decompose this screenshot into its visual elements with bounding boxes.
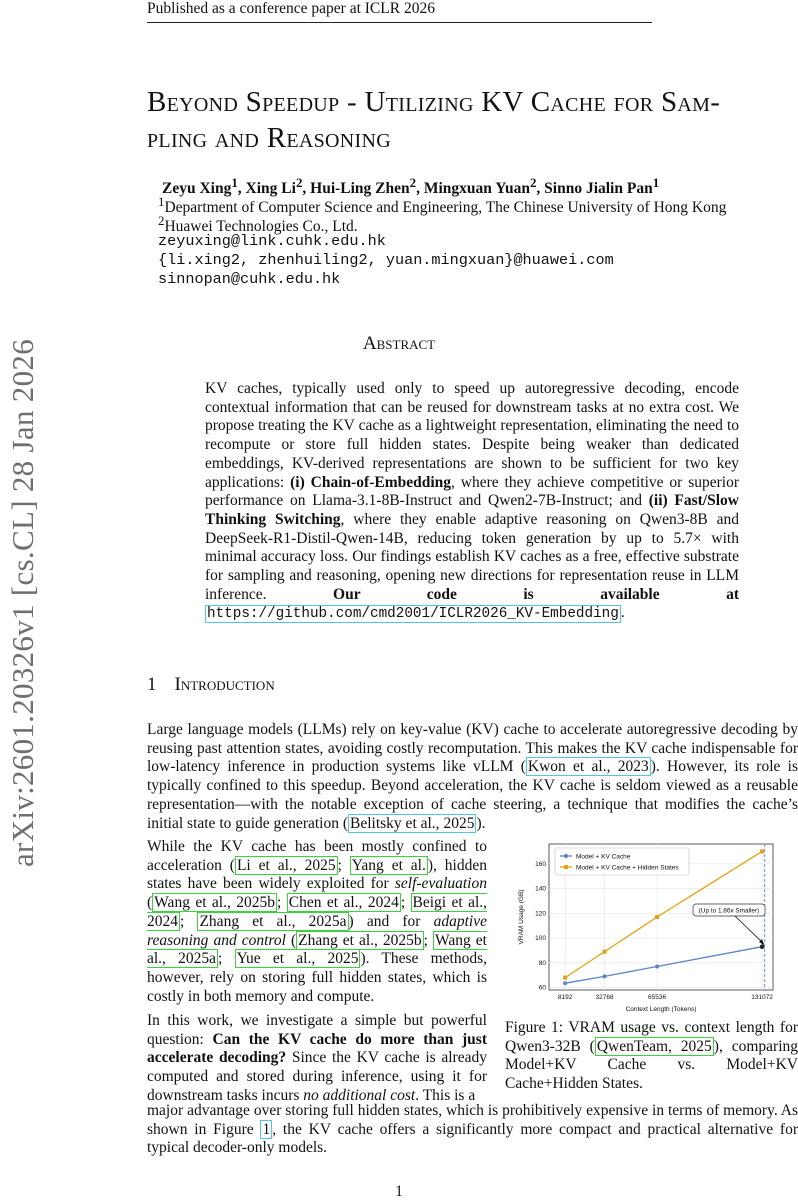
citation-year: 2024 <box>147 912 178 930</box>
chart-y-ticks <box>535 861 546 992</box>
citation-year: 2025 <box>443 814 475 832</box>
citation-link[interactable] <box>287 893 401 912</box>
abstract-text: . <box>620 604 625 622</box>
figure-ref-link[interactable]: 1 <box>262 1120 271 1138</box>
chart-x-axis-label: Context Length (Tokens) <box>625 1006 697 1013</box>
email-2: {li.xing2, zhenhuiling2, yuan.mingxuan}@huawei.com <box>158 251 614 269</box>
y-tick-label: 160 <box>535 860 546 868</box>
page-number: 1 <box>395 1183 403 1200</box>
author-sup: 2 <box>409 175 417 190</box>
arxiv-stamp-text: arXiv:2601.20326v1 [cs.CL] 28 Jan 2026 <box>5 338 40 868</box>
figure-1-chart <box>505 838 795 1013</box>
caption-text: ), comparing Model+KV Cache vs. Model+KV Cache+Hidden States. <box>505 1037 798 1093</box>
citation-link[interactable] <box>348 814 476 833</box>
author-sup: 2 <box>295 175 303 190</box>
citation-link[interactable] <box>526 757 651 776</box>
affiliation-text: Department of Computer Science and Engineering, The Chinese University of Hong Kong <box>164 199 727 217</box>
body-text: ). However, its role is typically confined to this speedup. Beyond acceleration, the KV cache is seldom viewed as a reusable representation—with the notable exception of cache steering, a technique that modifies the cache’s initial state to guide generation ( <box>147 758 798 832</box>
affiliation-sup: 1 <box>158 194 165 209</box>
body-text: In this work, we investigate a simple but powerful question: <box>147 1012 487 1048</box>
citation-link[interactable] <box>296 931 424 950</box>
x-tick-label: 32768 <box>595 994 614 1001</box>
separator: ; <box>423 931 434 949</box>
paper-title <box>147 84 797 156</box>
running-header: Published as a conference paper at ICLR 2026 <box>147 0 435 17</box>
data-point-hidden-2 <box>655 915 659 919</box>
citation-author: Wang et al., <box>147 931 487 968</box>
citation-year: 2024 <box>367 894 399 912</box>
legend-marker-hidden <box>564 865 568 869</box>
body-text: major advantage over storing full hidden states, which is prohibitively expensive in terms of memory. As shown in Figure <box>147 1102 798 1138</box>
abstract-bold: (i) Chain-of-Embedding <box>290 473 452 491</box>
legend-marker-kv <box>564 854 568 858</box>
email-1: zeyuxing@link.cuhk.edu.hk <box>158 232 386 250</box>
body-text: , the KV cache offers a significantly more compact and practical alternative for typical decoder-only models. <box>147 1120 798 1157</box>
body-text: ( <box>285 931 297 949</box>
abstract-text: KV caches, typically used only to speed up autoregressive decoding, encode contextual information that can be reused for downstream tasks at no extra cost. We propose treating the KV cache as a lightweight representation, eliminating the need to recompute or store full hidden states. Despite being weaker than dedicated embeddings, KV-derived representations are shown to be sufficient for two key applications: <box>205 380 739 491</box>
citation-year: 2025b <box>236 894 276 912</box>
x-tick-label: 8192 <box>557 994 573 1001</box>
author-sup: 1 <box>652 175 660 190</box>
data-point-kv-0 <box>563 981 567 985</box>
section-title: Introduction <box>174 674 275 695</box>
citation-author: Wang et al., <box>154 894 231 912</box>
intro-paragraph-3 <box>147 1012 487 1106</box>
data-point-hidden-0 <box>563 976 567 980</box>
citation-author: Chen et al., <box>288 894 363 912</box>
citation-author: Yue et al., <box>236 950 316 968</box>
author: Zeyu Xing <box>162 180 232 198</box>
separator: ; <box>180 912 198 930</box>
citation-link[interactable] <box>595 1037 714 1056</box>
data-point-kv-2 <box>655 964 659 968</box>
data-point-kv-1 <box>603 974 607 978</box>
bold-question: Can the KV cache do more than just accelerate decoding? <box>147 1030 487 1067</box>
data-point-hidden-3 <box>760 849 764 853</box>
citation-year: 2023 <box>617 758 649 776</box>
chart-x-ticks <box>558 994 773 1001</box>
y-tick-label: 140 <box>535 885 546 893</box>
author: Mingxuan Yuan <box>423 180 530 198</box>
body-text: . This is a <box>415 1086 476 1104</box>
y-tick-label: 80 <box>538 959 546 967</box>
citation-author: Belitsky et al., <box>350 814 440 832</box>
author-sup: 1 <box>231 175 238 190</box>
abstract-text: , where they achieve competitive or superior performance on Llama-3.1-8B-Instruct and Qwen2-7B-Instruct; and <box>205 473 740 510</box>
citation-year: 2025 <box>327 950 359 968</box>
title-line-2: pling and Reasoning <box>147 122 391 154</box>
italic-text: self-evaluation <box>394 875 487 893</box>
citation-link[interactable] <box>197 912 348 931</box>
vram-chart-svg <box>505 838 795 1013</box>
series-line-0 <box>565 947 762 984</box>
author: Hui-Ling Zhen <box>310 180 410 198</box>
author-list: Zeyu Xing$^1$, Xing Li$^2$, Hui-Ling Zhen$^2$, Mingxuan Yuan$^2$, Sinno Jialin Pan$^1$ <box>162 175 660 198</box>
citation-author: Beigi et al., <box>412 894 488 912</box>
annotated-point <box>760 944 765 949</box>
citation-author: QwenTeam, <box>596 1037 672 1055</box>
abstract-heading: Abstract <box>362 333 436 354</box>
intro-paragraph-2 <box>147 838 487 1006</box>
intro-paragraph-1 <box>147 721 798 833</box>
arxiv-stamp <box>0 318 46 888</box>
y-tick-label: 120 <box>535 910 546 918</box>
email-3: sinnopan@cuhk.edu.hk <box>158 270 341 288</box>
y-tick-label: 100 <box>535 935 546 943</box>
italic-text: no additional cost <box>303 1086 416 1104</box>
body-text: Large language models (LLMs) rely on key-value (KV) cache to accelerate autoregressive decoding by reusing past attention states, avoiding costly recomputation. This makes the KV cache indispensable for low-latency inference in production systems like vLLM ( <box>147 721 798 776</box>
intro-paragraph-4 <box>147 1102 798 1158</box>
section-heading <box>147 674 275 696</box>
citation-author: Li et al., <box>236 856 297 874</box>
legend-label-hidden: Model + KV Cache + Hidden States <box>576 864 679 872</box>
chart-y-axis-label: VRAM Usage (GB) <box>518 889 525 945</box>
citation-year: 2025 <box>304 856 336 874</box>
separator: ; <box>337 856 350 874</box>
citation-year: 2025a <box>178 950 217 968</box>
x-tick-label: 131072 <box>751 994 773 1001</box>
x-tick-label: 65536 <box>648 994 667 1001</box>
citation-year: 2025b <box>382 931 422 949</box>
header-rule <box>147 22 652 23</box>
citation-link[interactable] <box>235 856 338 875</box>
abstract-body <box>205 380 739 624</box>
separator: ; <box>277 894 287 912</box>
italic-text: adaptive reasoning and control <box>147 912 487 949</box>
body-text: ) and for <box>348 912 434 930</box>
citation-year: 2025 <box>680 1037 712 1055</box>
body-text: ). These methods, however, rely on storing full hidden states, which is costly in both memory and compute. <box>147 950 488 1005</box>
chart-annotation <box>693 904 765 945</box>
citation-author: Zhang et al., <box>199 912 296 930</box>
caption-text: Figure 1: VRAM usage vs. context length for Qwen3-32B ( <box>505 1019 798 1055</box>
figure-1-caption <box>505 1019 798 1094</box>
code-url-link[interactable]: https://github.com/cmd2001/ICLR2026_KV-Embedding <box>207 606 619 623</box>
body-text: Since the KV cache is already computed and stored during inference, using it for downstream tasks incurs <box>147 1049 487 1104</box>
separator: ; <box>218 950 235 968</box>
chart-legend <box>555 848 689 875</box>
affiliation-sup: 2 <box>158 213 165 228</box>
citation-link[interactable] <box>152 893 277 912</box>
body-text: ( <box>147 894 153 912</box>
author: Xing Li <box>245 180 296 198</box>
citation-author: Zhang et al., <box>298 931 378 949</box>
title-line-1: Beyond Speedup - Utilizing KV Cache for Sam- <box>147 86 721 118</box>
citation-link[interactable]: Yang et al. <box>351 856 426 874</box>
citation-link[interactable] <box>235 949 361 968</box>
separator: ; <box>400 894 411 912</box>
author-sup: 2 <box>529 175 537 190</box>
section-number: 1 <box>147 674 157 695</box>
legend-label-kv: Model + KV Cache <box>576 853 631 861</box>
body-text: ). <box>476 814 486 832</box>
data-point-hidden-1 <box>603 950 607 954</box>
abstract-text: , where they enable adaptive reasoning on Qwen3-8B and DeepSeek-R1-Distil-Qwen-14B, reducing token generation by up to 5.7× with minimal accuracy loss. Our findings establish KV caches as a free, effective substrate for sampling and reasoning, opening new directions for representation reuse in LLM inference. <box>205 510 739 603</box>
y-tick-label: 60 <box>538 984 546 992</box>
annotation-text: (Up to 1.86x Smaller) <box>698 907 760 915</box>
body-text: While the KV cache has been mostly confined to acceleration ( <box>147 838 487 874</box>
abstract-bold: (ii) Fast/Slow Thinking Switching <box>205 492 739 528</box>
body-text: ), hidden states have been widely exploited for <box>147 856 487 893</box>
citation-author: Kwon et al., <box>527 758 611 776</box>
affiliation-text: Huawei Technologies Co., Ltd. <box>164 218 358 236</box>
annotation-arrow <box>735 916 764 944</box>
author: Sinno Jialin Pan <box>544 180 653 198</box>
citation-year: 2025a <box>308 912 347 930</box>
abstract-bold: Our code is available at <box>333 585 740 603</box>
